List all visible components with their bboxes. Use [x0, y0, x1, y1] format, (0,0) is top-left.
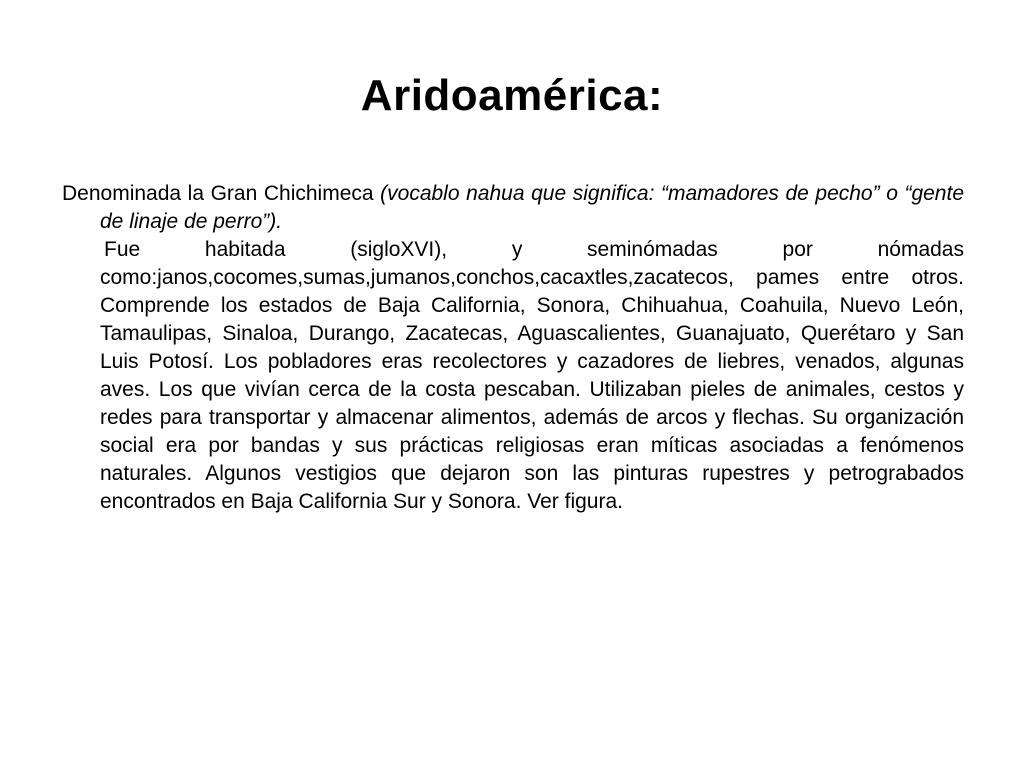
- slide-title: Aridoamérica:: [360, 71, 664, 120]
- slide-body: [62, 180, 964, 516]
- definition-text: Denominada la Gran Chichimeca: [62, 182, 381, 205]
- definition-paragraph: [62, 180, 964, 236]
- definition-italic-note: (vocablo nahua que significa: “mamadores de pecho” o “gente de linaje de perro”).: [100, 182, 964, 233]
- description-paragraph: Fue habitada (sigloXVI), y seminómadas por nómadas como:janos,cocomes,sumas,jumanos,conchos,cacaxtles,zacatecos, pames entre otros. Comprende los estados de Baja California, Sonora, Chihuahua, Coahuila, Nuevo León, Tamaulipas, Sinaloa, Durango, Zacatecas, Aguascalientes, Guanajuato, Querétaro y San Luis Potosí. Los pobladores eras recolectores y cazadores de liebres, venados, algunas aves. Los que vivían cerca de la costa pescaban. Utilizaban pieles de animales, cestos y redes para transportar y almacenar alimentos, además de arcos y flechas. Su organización social era por bandas y sus prácticas religiosas eran míticas asociadas a fenómenos naturales. Algunos vestigios que dejaron son las pinturas rupestres y petrograbados encontrados en Baja California Sur y Sonora. Ver figura.: [100, 238, 964, 513]
